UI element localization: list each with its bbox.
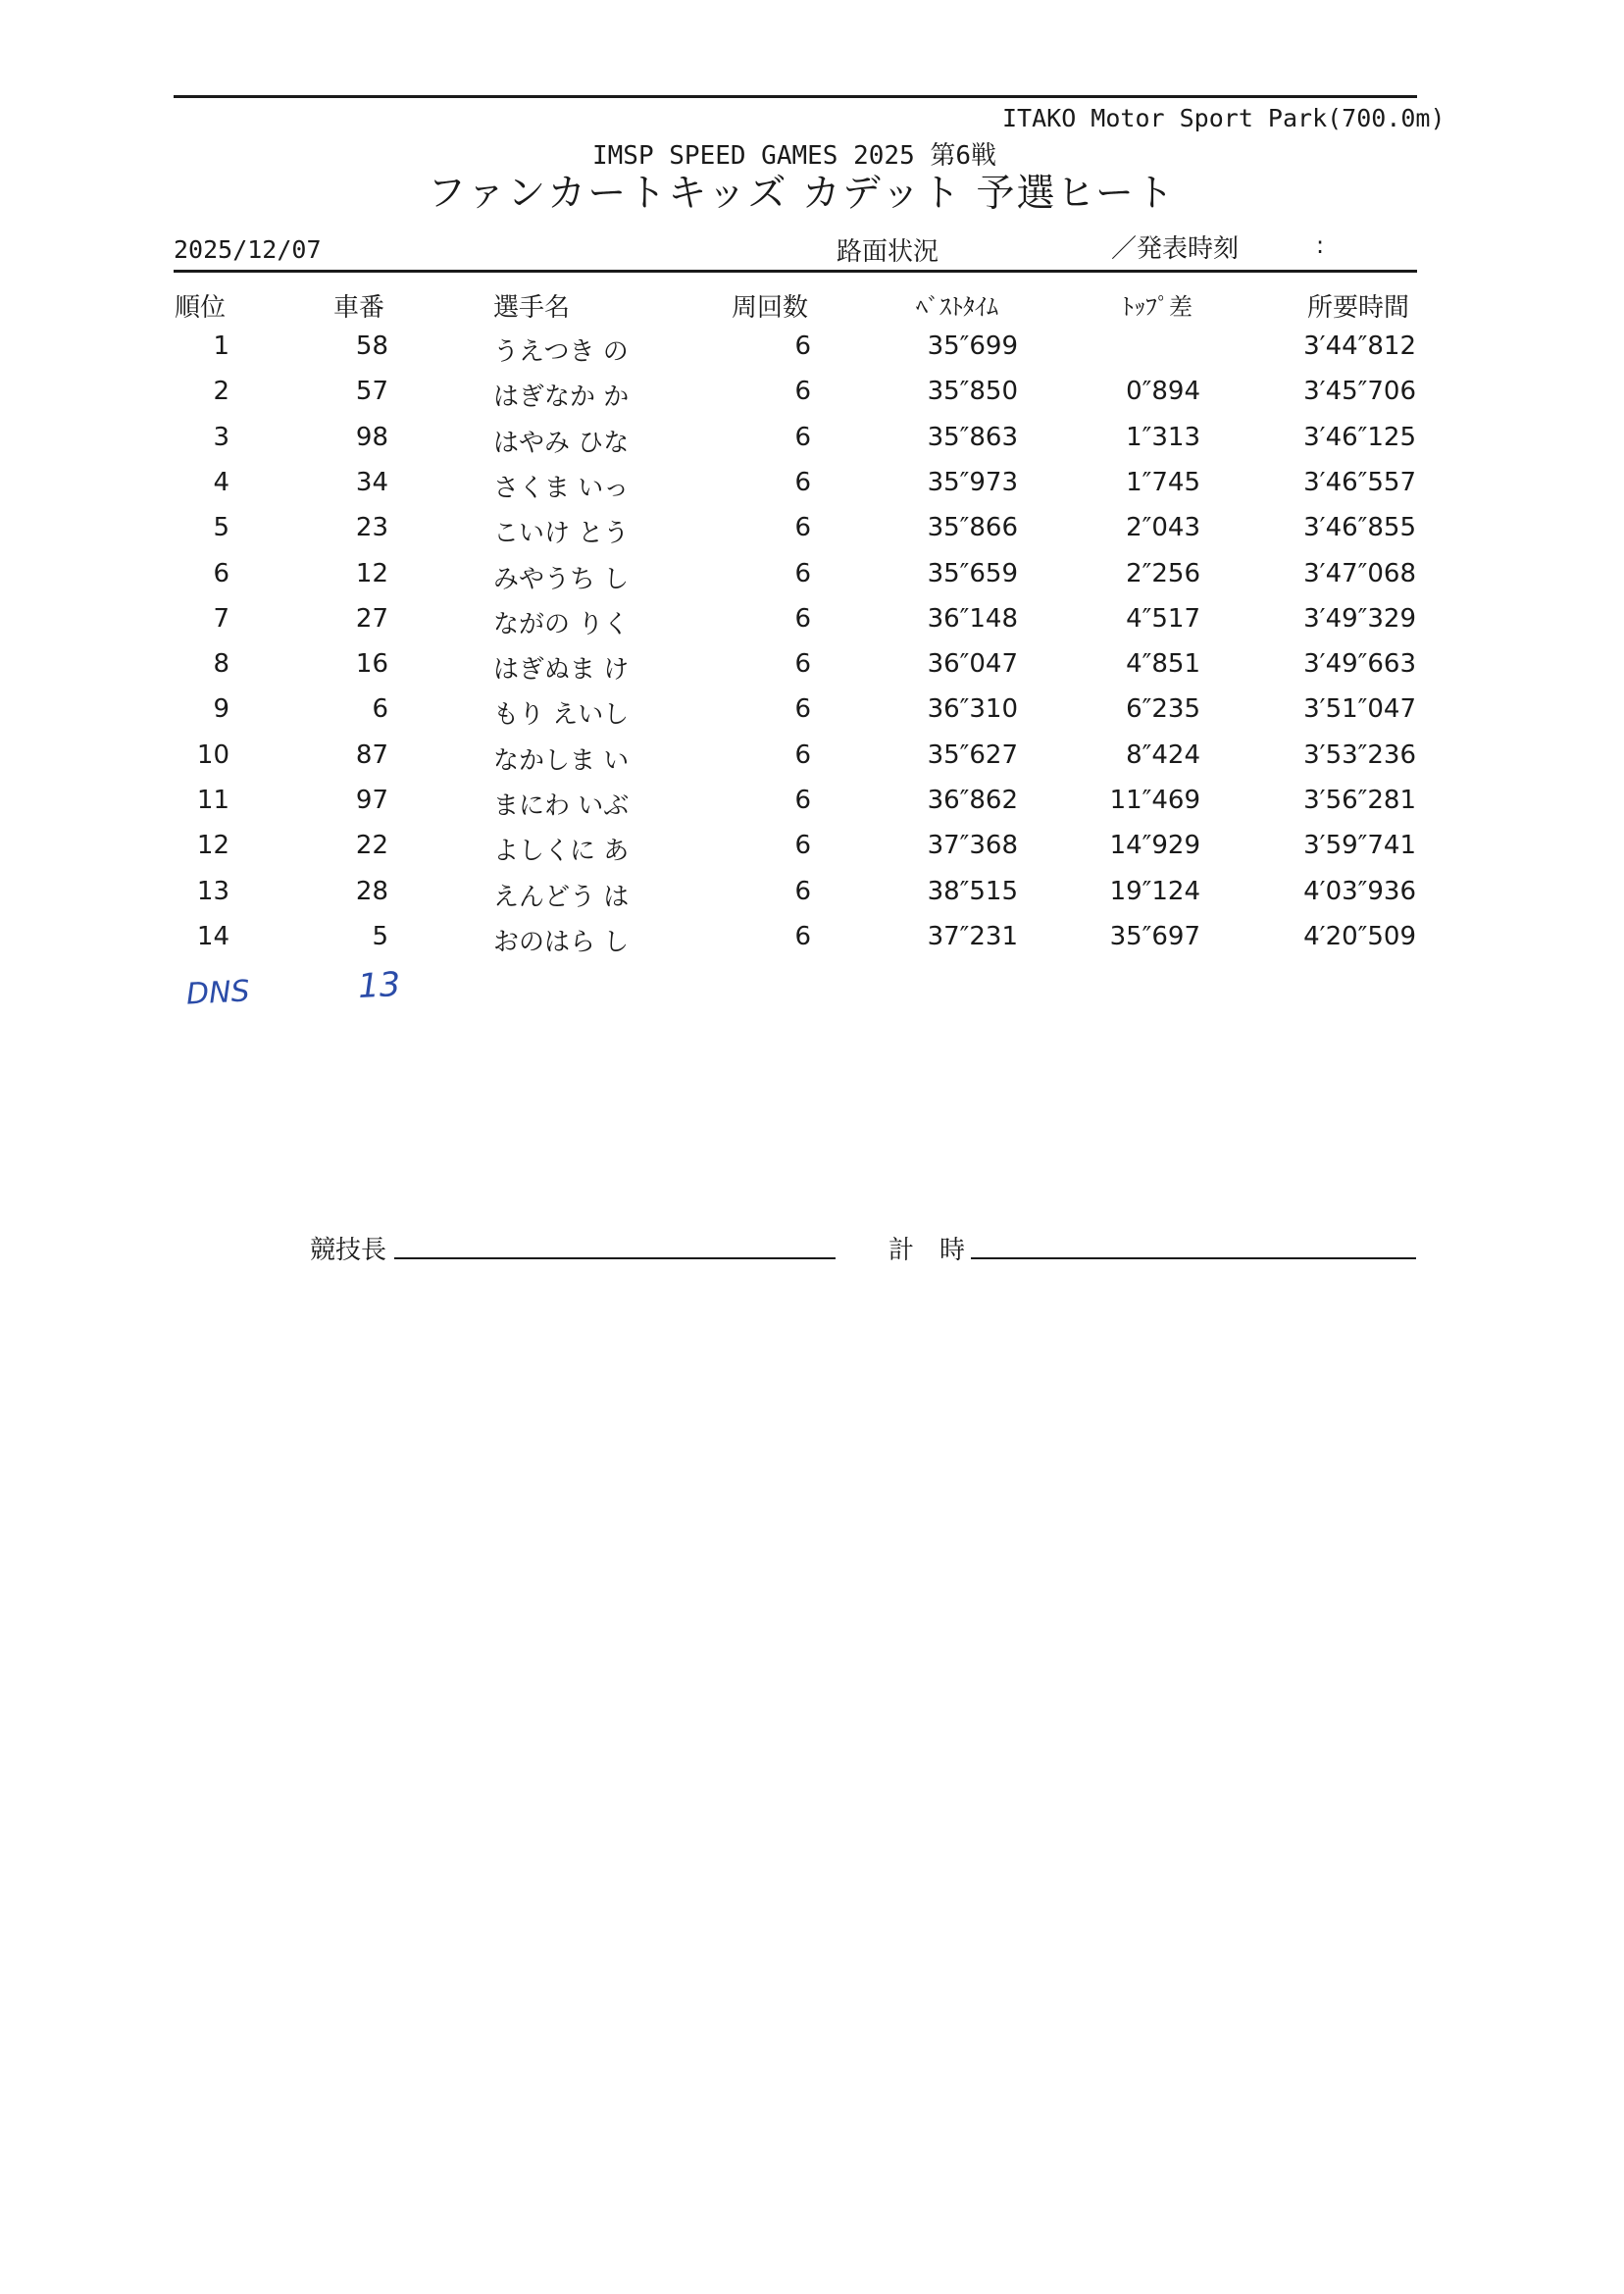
driver-name-cell: まにわ いぶ bbox=[493, 791, 630, 821]
race-date: 2025/12/07 bbox=[174, 235, 322, 264]
table-row bbox=[0, 468, 1624, 513]
table-row bbox=[0, 694, 1624, 739]
rank-cell: 14 bbox=[196, 921, 229, 951]
gap-cell: 11″469 bbox=[1109, 786, 1200, 815]
announce-time-label: ／発表時刻 bbox=[1111, 234, 1240, 264]
rank-cell: 9 bbox=[213, 694, 229, 725]
driver-name-cell: おのはら し bbox=[493, 927, 630, 957]
laps-cell: 6 bbox=[794, 558, 811, 588]
column-header-total-time: 所要時間 bbox=[1307, 293, 1410, 323]
laps-cell: 6 bbox=[794, 377, 811, 407]
laps-cell: 6 bbox=[794, 921, 811, 951]
rank-cell: 7 bbox=[213, 603, 229, 634]
total-time-cell: 3′59″741 bbox=[1303, 831, 1416, 861]
best-time-cell: 36″047 bbox=[927, 649, 1018, 680]
dns-label: DNS bbox=[185, 974, 251, 1012]
best-time-cell: 35″659 bbox=[927, 558, 1018, 588]
best-time-cell: 38″515 bbox=[927, 876, 1018, 906]
rank-cell: 6 bbox=[213, 558, 229, 588]
timing-signature-line bbox=[971, 1257, 1416, 1259]
laps-cell: 6 bbox=[794, 513, 811, 543]
car-number-cell: 28 bbox=[355, 876, 388, 906]
best-time-cell: 37″368 bbox=[927, 831, 1018, 861]
car-number-cell: 57 bbox=[355, 377, 388, 407]
gap-cell: 19″124 bbox=[1109, 876, 1200, 906]
gap-cell: 2″043 bbox=[1126, 513, 1200, 543]
header-rule bbox=[174, 270, 1417, 273]
rank-cell: 1 bbox=[213, 331, 229, 361]
laps-cell: 6 bbox=[794, 467, 811, 497]
table-row bbox=[0, 513, 1624, 558]
total-time-cell: 3′46″557 bbox=[1303, 467, 1416, 497]
best-time-cell: 35″699 bbox=[927, 331, 1018, 361]
gap-cell: 8″424 bbox=[1126, 739, 1200, 770]
driver-name-cell: はぎなか か bbox=[493, 382, 630, 413]
laps-cell: 6 bbox=[794, 831, 811, 861]
car-number-cell: 5 bbox=[372, 921, 388, 951]
total-time-cell: 3′49″663 bbox=[1303, 649, 1416, 680]
gap-cell: 14″929 bbox=[1109, 831, 1200, 861]
driver-name-cell: よしくに あ bbox=[493, 837, 630, 867]
car-number-cell: 6 bbox=[372, 694, 388, 725]
class-title: ファンカートキッズ カデット 予選ヒート bbox=[428, 172, 1176, 216]
laps-cell: 6 bbox=[794, 694, 811, 725]
gap-cell: 4″851 bbox=[1126, 649, 1200, 680]
road-condition-label: 路面状況 bbox=[837, 237, 939, 267]
table-row bbox=[0, 377, 1624, 422]
laps-cell: 6 bbox=[794, 739, 811, 770]
best-time-cell: 36″862 bbox=[927, 786, 1018, 815]
column-header-laps: 周回数 bbox=[732, 293, 809, 323]
laps-cell: 6 bbox=[794, 331, 811, 361]
total-time-cell: 3′47″068 bbox=[1303, 558, 1416, 588]
total-time-cell: 4′20″509 bbox=[1303, 921, 1416, 951]
director-signature-label: 競技長 bbox=[310, 1236, 387, 1265]
gap-cell: 1″313 bbox=[1126, 422, 1200, 452]
driver-name-cell: はやみ ひな bbox=[493, 428, 630, 458]
best-time-cell: 35″973 bbox=[927, 467, 1018, 497]
car-number-cell: 58 bbox=[355, 331, 388, 361]
best-time-cell: 36″310 bbox=[927, 694, 1018, 725]
best-time-cell: 35″866 bbox=[927, 513, 1018, 543]
rank-cell: 3 bbox=[213, 422, 229, 452]
rank-cell: 12 bbox=[196, 831, 229, 861]
table-row bbox=[0, 604, 1624, 649]
timing-signature-label: 計 時 bbox=[888, 1236, 966, 1265]
car-number-cell: 98 bbox=[355, 422, 388, 452]
column-header-rank: 順位 bbox=[175, 293, 227, 323]
gap-cell: 6″235 bbox=[1126, 694, 1200, 725]
director-signature-line bbox=[394, 1257, 836, 1259]
rank-cell: 10 bbox=[196, 739, 229, 770]
driver-name-cell: もり えいし bbox=[493, 700, 630, 731]
rank-cell: 13 bbox=[196, 876, 229, 906]
laps-cell: 6 bbox=[794, 876, 811, 906]
gap-cell: 4″517 bbox=[1126, 603, 1200, 634]
announce-time-colon: : bbox=[1316, 231, 1325, 259]
total-time-cell: 3′46″125 bbox=[1303, 422, 1416, 452]
total-time-cell: 3′46″855 bbox=[1303, 513, 1416, 543]
table-row bbox=[0, 331, 1624, 377]
rank-cell: 4 bbox=[213, 467, 229, 497]
driver-name-cell: うえつき の bbox=[493, 337, 629, 367]
laps-cell: 6 bbox=[794, 603, 811, 634]
driver-name-cell: さくま いっ bbox=[493, 473, 630, 503]
table-row bbox=[0, 786, 1624, 831]
rank-cell: 8 bbox=[213, 649, 229, 680]
table-row bbox=[0, 559, 1624, 604]
total-time-cell: 4′03″936 bbox=[1303, 876, 1416, 906]
table-row bbox=[0, 877, 1624, 922]
car-number-cell: 12 bbox=[355, 558, 388, 588]
best-time-cell: 35″627 bbox=[927, 739, 1018, 770]
rank-cell: 11 bbox=[196, 786, 229, 815]
driver-name-cell: ながの りく bbox=[493, 609, 630, 639]
column-header-gap: ﾄｯﾌﾟ差 bbox=[1122, 293, 1193, 321]
table-row bbox=[0, 423, 1624, 468]
column-header-driver: 選手名 bbox=[493, 293, 571, 323]
car-number-cell: 34 bbox=[355, 467, 388, 497]
rank-cell: 5 bbox=[213, 513, 229, 543]
best-time-cell: 35″863 bbox=[927, 422, 1018, 452]
venue-name: ITAKO Motor Sport Park(700.0m) bbox=[1002, 104, 1446, 132]
gap-cell: 2″256 bbox=[1126, 558, 1200, 588]
car-number-cell: 27 bbox=[355, 603, 388, 634]
event-title: IMSP SPEED GAMES 2025 第6戦 bbox=[592, 141, 997, 171]
driver-name-cell: えんどう は bbox=[493, 882, 630, 912]
total-time-cell: 3′44″812 bbox=[1303, 331, 1416, 361]
driver-name-cell: なかしま い bbox=[493, 745, 630, 776]
dns-car-number: 13 bbox=[356, 964, 402, 1007]
laps-cell: 6 bbox=[794, 786, 811, 815]
gap-cell: 0″894 bbox=[1126, 377, 1200, 407]
car-number-cell: 22 bbox=[355, 831, 388, 861]
car-number-cell: 23 bbox=[355, 513, 388, 543]
driver-name-cell: はぎぬま け bbox=[493, 655, 630, 686]
car-number-cell: 97 bbox=[355, 786, 388, 815]
top-rule bbox=[174, 95, 1417, 98]
table-row bbox=[0, 649, 1624, 694]
best-time-cell: 35″850 bbox=[927, 377, 1018, 407]
rank-cell: 2 bbox=[213, 377, 229, 407]
column-header-car-number: 車番 bbox=[333, 293, 385, 323]
total-time-cell: 3′45″706 bbox=[1303, 377, 1416, 407]
car-number-cell: 16 bbox=[355, 649, 388, 680]
best-time-cell: 37″231 bbox=[927, 921, 1018, 951]
total-time-cell: 3′53″236 bbox=[1303, 739, 1416, 770]
table-row bbox=[0, 831, 1624, 876]
column-header-best-time: ﾍﾞｽﾄﾀｲﾑ bbox=[916, 293, 998, 321]
laps-cell: 6 bbox=[794, 649, 811, 680]
car-number-cell: 87 bbox=[355, 739, 388, 770]
total-time-cell: 3′49″329 bbox=[1303, 603, 1416, 634]
driver-name-cell: こいけ とう bbox=[493, 519, 630, 549]
total-time-cell: 3′56″281 bbox=[1303, 786, 1416, 815]
table-row bbox=[0, 740, 1624, 786]
table-row bbox=[0, 922, 1624, 967]
total-time-cell: 3′51″047 bbox=[1303, 694, 1416, 725]
gap-cell: 35″697 bbox=[1109, 921, 1200, 951]
best-time-cell: 36″148 bbox=[927, 603, 1018, 634]
driver-name-cell: みやうち し bbox=[493, 564, 630, 594]
laps-cell: 6 bbox=[794, 422, 811, 452]
gap-cell: 1″745 bbox=[1126, 467, 1200, 497]
